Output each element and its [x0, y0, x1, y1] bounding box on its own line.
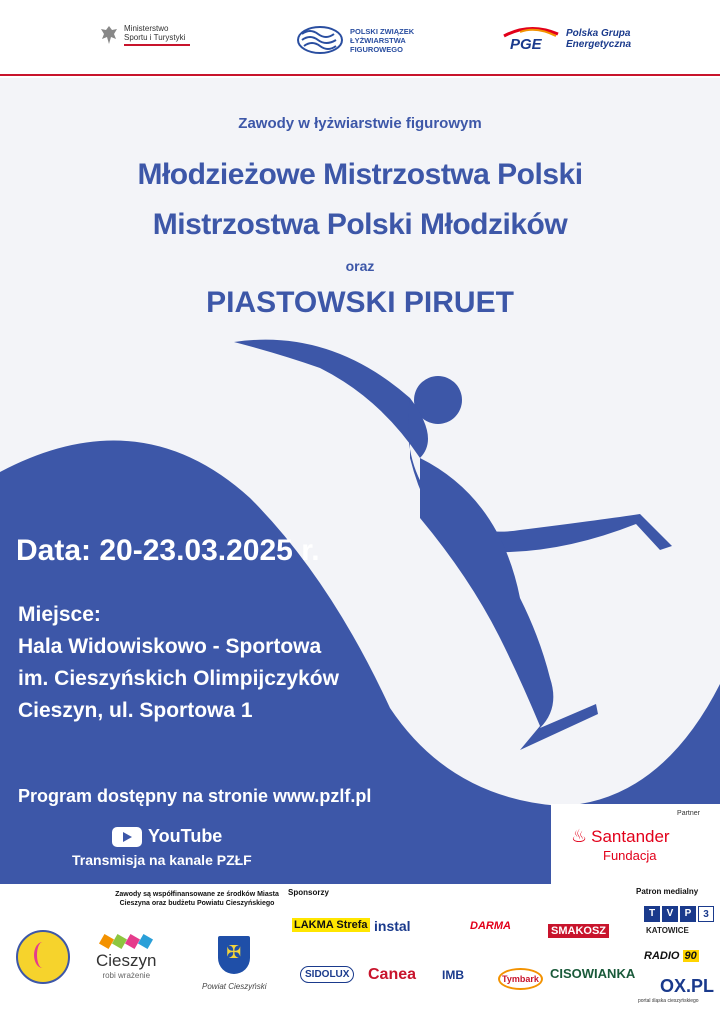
tvp3-logo [644, 906, 714, 922]
radio-label: RADIO [644, 950, 680, 962]
sponsor-lakma: LAKMA Strefa [294, 919, 368, 931]
event-title-1: Młodzieżowe Mistrzostwa Polski [137, 158, 583, 191]
sponsor-instal: instal [374, 918, 411, 934]
youtube-label: YouTube [148, 826, 223, 846]
program-link-text[interactable]: Program dostępny na stronie www.pzlf.pl [18, 786, 372, 806]
sponsors-heading: Sponsorzy [288, 888, 329, 897]
flame-icon: ♨ [571, 826, 588, 846]
event-title-2: Mistrzostwa Polski Młodzików [152, 208, 568, 241]
sponsor-sidolux: SIDOLUX [300, 966, 354, 983]
footer-sponsors [0, 884, 720, 1018]
event-title-3: PIASTOWSKI PIRUET [206, 286, 514, 319]
pge-logo [500, 26, 642, 52]
place-line-1: Hala Widowiskowo - Sportowa [18, 635, 322, 658]
partner-label: Partner [677, 810, 700, 817]
santander-logo [571, 826, 670, 847]
oxpl-subtitle: portal śląska cieszyńskiego [638, 998, 699, 1004]
sponsor-imb: IMB [442, 968, 464, 982]
event-place [18, 599, 339, 727]
oxpl-logo: OX.PL [660, 976, 715, 996]
powiat-logo [202, 936, 266, 991]
place-line-2: im. Cieszyńskich Olimpijczyków [18, 667, 339, 690]
santander-sub: Fundacja [603, 848, 657, 863]
pzlf-name: POLSKI ZWIĄZEK ŁYŻWIARSTWA FIGUROWEGO [350, 26, 415, 54]
header-logos [0, 0, 720, 76]
sponsor-tymbark: Tymbark [498, 968, 543, 990]
place-line-3: Cieszyn, ul. Sportowa 1 [18, 699, 253, 722]
radio-number: 90 [684, 950, 697, 962]
cieszyn-dots-icon [96, 936, 156, 947]
club-circle-logo [16, 930, 70, 984]
cieszyn-name: Cieszyn [96, 951, 157, 970]
ministry-name: Ministerstwo Sportu i Turystyki [124, 24, 190, 46]
event-date: Data: 20-23.03.2025 r. [16, 534, 320, 567]
tvp-letter: T [644, 906, 660, 922]
blue-wave-background [0, 78, 720, 884]
place-label: Miejsce: [18, 603, 101, 626]
radio90-logo [644, 950, 699, 962]
sponsor-cisowianka: CISOWIANKA [550, 966, 636, 981]
santander-name: Santander [591, 826, 670, 846]
powiat-crest-icon [218, 936, 250, 974]
partner-box [551, 804, 720, 884]
transmission-text: Transmisja na kanale PZŁF [72, 852, 252, 868]
youtube-play-icon [112, 827, 142, 847]
youtube-logo[interactable] [112, 826, 222, 847]
cieszyn-tagline: robi wrażenie [102, 971, 151, 980]
powiat-name: Powiat Cieszyński [202, 982, 267, 991]
pzlf-emblem-icon [296, 24, 344, 56]
svg-text:PGE: PGE [510, 36, 542, 52]
cofinanced-text: Zawody są współfinansowane ze środków Miasta Cieszyna oraz budżetu Powiatu Cieszyńskiego [115, 891, 279, 907]
patron-heading: Patron medialny [636, 887, 699, 896]
tvp-katowice: KATOWICE [646, 926, 689, 935]
event-oraz: oraz [345, 258, 375, 274]
pge-mark-icon [500, 26, 560, 52]
pzlf-logo [296, 24, 432, 56]
ministry-logo [100, 24, 190, 46]
sponsor-darma: DARMA [470, 920, 511, 932]
tvp-letter: P [680, 906, 696, 922]
pge-name: Polska Grupa Energetyczna [566, 28, 632, 50]
main-area [0, 78, 720, 884]
event-subtitle: Zawody w łyżwiarstwie figurowym [238, 115, 482, 132]
sponsor-canea: Canea [368, 966, 417, 983]
tvp-letter: V [662, 906, 678, 922]
eagle-icon [100, 24, 118, 46]
sponsor-smakosz: SMAKOSZ [548, 924, 609, 938]
tvp-letter: 3 [698, 906, 714, 922]
cieszyn-logo [96, 936, 156, 980]
